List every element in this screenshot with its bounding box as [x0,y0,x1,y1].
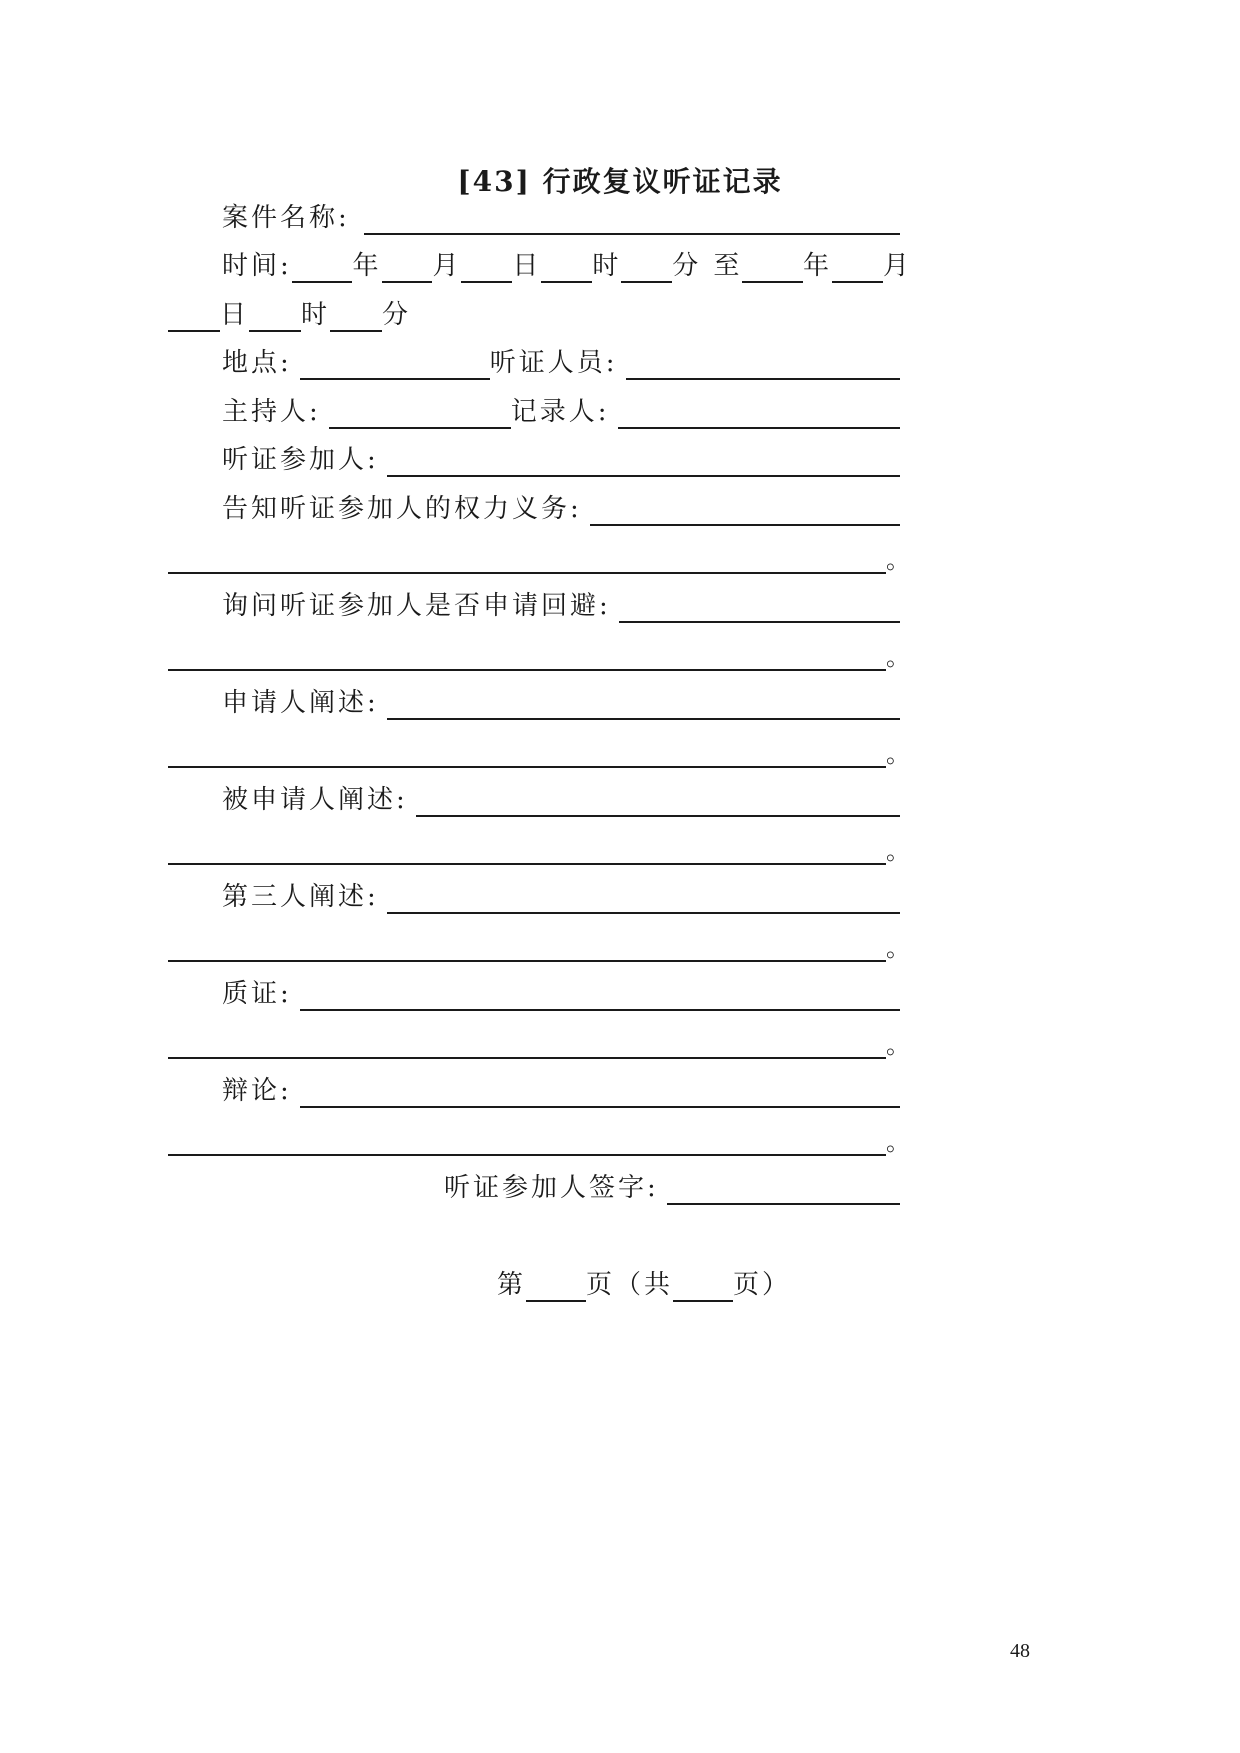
avoidance-row [222,583,900,623]
start-month-field[interactable] [382,281,433,283]
case-name-label: 案件名称: [222,203,350,233]
end-month-field[interactable] [832,281,883,283]
rights-notice-row [222,486,900,526]
start-hour-unit: 时 [592,251,622,281]
cross-exam-row [222,971,900,1011]
host-field[interactable] [329,427,511,429]
debate-label: 辩论: [222,1076,292,1106]
applicant-field[interactable] [387,718,900,720]
recorder-field[interactable] [618,427,900,429]
time-label: 时间: [222,251,292,281]
period-mark: 。 [886,643,910,671]
applicant-row [222,680,900,720]
avoidance-field-line2[interactable] [168,669,886,671]
period-mark: 。 [886,740,910,768]
time-row-continued [168,292,468,332]
end-hour-field[interactable] [249,330,301,332]
time-row [222,243,912,283]
signature-row [444,1165,900,1205]
avoidance-field[interactable] [619,621,900,623]
hearing-staff-field[interactable] [626,378,900,380]
debate-continuation [168,1116,886,1156]
rights-notice-field[interactable] [590,524,900,526]
end-day-field[interactable] [168,330,220,332]
page-prefix: 第 [497,1270,527,1300]
third-party-field-line2[interactable] [168,960,886,962]
applicant-field-line2[interactable] [168,766,886,768]
current-page-field[interactable] [526,1300,586,1302]
third-party-row [222,874,900,914]
location-field[interactable] [300,378,490,380]
recorder-label: 记录人: [510,397,610,427]
rights-notice-label: 告知听证参加人的权力义务: [222,494,582,524]
start-year-field[interactable] [292,281,353,283]
page-number: 48 [1010,1640,1030,1662]
end-year-field[interactable] [742,281,803,283]
respondent-row [222,777,900,817]
end-minute-unit: 分 [382,300,412,330]
start-month-unit: 月 [432,251,462,281]
respondent-continuation [168,825,886,865]
period-mark: 。 [886,1031,910,1059]
period-mark: 。 [886,546,910,574]
signature-label: 听证参加人签字: [444,1173,659,1203]
participants-label: 听证参加人: [222,445,379,475]
page-mid: 页（共 [586,1270,674,1300]
case-name-row [222,195,900,235]
period-mark: 。 [886,837,910,865]
location-label: 地点: [222,348,292,378]
respondent-field[interactable] [416,815,900,817]
end-month-unit: 月 [883,251,913,281]
participants-field[interactable] [387,475,900,477]
time-to-label: 至 [713,251,743,281]
location-row [222,340,900,380]
third-party-continuation [168,922,886,962]
respondent-label: 被申请人阐述: [222,785,408,815]
participants-row [222,437,900,477]
start-minute-field[interactable] [621,281,672,283]
applicant-label: 申请人阐述: [222,688,379,718]
start-minute-unit: 分 [672,251,702,281]
page-count-row [497,1262,817,1302]
period-mark: 。 [886,1128,910,1156]
third-party-field[interactable] [387,912,900,914]
respondent-field-line2[interactable] [168,863,886,865]
total-pages-field[interactable] [673,1300,733,1302]
rights-notice-continuation [168,534,886,574]
debate-row [222,1068,900,1108]
applicant-continuation [168,728,886,768]
start-hour-field[interactable] [541,281,592,283]
third-party-label: 第三人阐述: [222,882,379,912]
case-name-field[interactable] [364,233,900,235]
end-day-unit: 日 [220,300,250,330]
end-minute-field[interactable] [330,330,382,332]
rights-notice-field-line2[interactable] [168,572,886,574]
cross-exam-field[interactable] [300,1009,900,1011]
host-row [222,389,900,429]
cross-exam-field-line2[interactable] [168,1057,886,1059]
start-year-unit: 年 [352,251,382,281]
start-day-field[interactable] [461,281,512,283]
page-suffix: 页） [733,1270,792,1300]
end-year-unit: 年 [803,251,833,281]
cross-exam-continuation [168,1019,886,1059]
document-title: [43] 行政复议听证记录 [457,165,783,198]
period-mark: 。 [886,934,910,962]
cross-exam-label: 质证: [222,979,292,1009]
debate-field[interactable] [300,1106,900,1108]
start-day-unit: 日 [512,251,542,281]
avoidance-label: 询问听证参加人是否申请回避: [222,591,611,621]
end-hour-unit: 时 [301,300,331,330]
host-label: 主持人: [222,397,321,427]
signature-field[interactable] [667,1203,900,1205]
debate-field-line2[interactable] [168,1154,886,1156]
hearing-staff-label: 听证人员: [489,348,618,378]
avoidance-continuation [168,631,886,671]
